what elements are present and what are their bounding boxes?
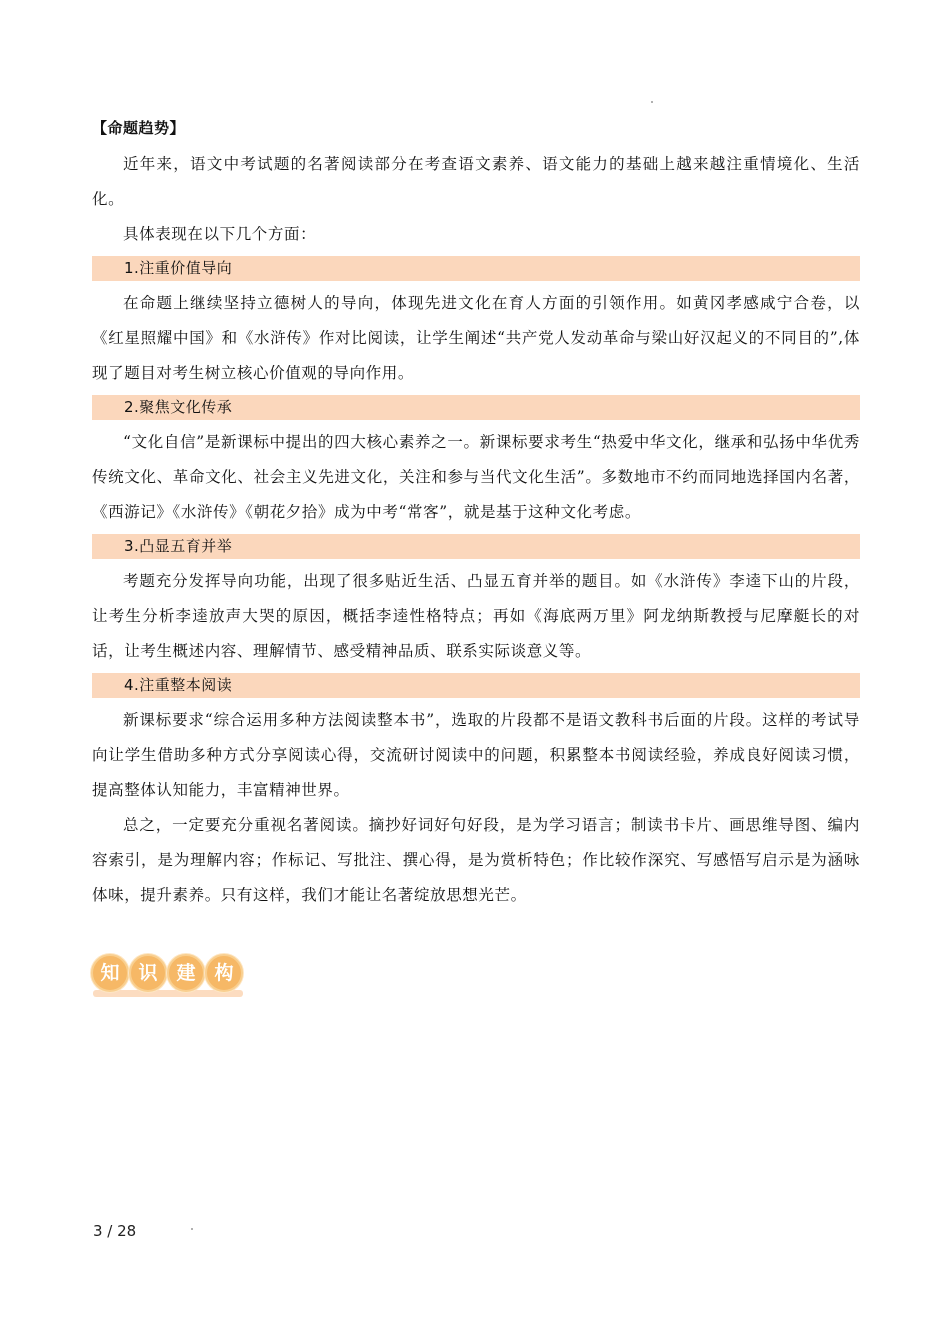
section-paragraph: “文化自信”是新课标中提出的四大核心素养之一。新课标要求考生“热爱中华文化，继承和弘扬中华优秀传统文化、革命文化、社会主义先进文化，关注和参与当代文化生活”。多数地市不约而同地选择国内名著，《西游记》《水浒传》《朝花夕拾》成为中考“常客”，就是基于这种文化考虑。 <box>92 433 860 521</box>
section-paragraph: 在命题上继续坚持立德树人的导向，体现先进文化在育人方面的引领作用。如黄冈孝感咸宁合卷，以《红星照耀中国》和《水浒传》作对比阅读，让学生阐述“共产党人发动革命与梁山好汉起义的不同目的”,体现了题目对考生树立核心价值观的导向作用。 <box>92 294 860 382</box>
section-title-bar: 1.注重价值导向 <box>92 256 860 281</box>
page-number: 3 / 28 <box>93 1222 137 1240</box>
section-title-bar: 2.聚焦文化传承 <box>92 395 860 420</box>
scan-dot <box>191 1228 193 1230</box>
section-paragraph: 新课标要求“综合运用多种方法阅读整本书”，选取的片段都不是语文教科书后面的片段。这样的考试导向让学生借助多种方式分享阅读心得，交流研讨阅读中的问题，积累整本书阅读经验，养成良好阅读习惯，提高整体认知能力，丰富精神世界。 <box>92 711 860 799</box>
scan-dot <box>651 101 653 103</box>
section-heading: 【命题趋势】 <box>92 119 186 137</box>
badge-char: 知 <box>91 954 129 992</box>
intro-paragraph: 具体表现在以下几个方面： <box>123 225 317 243</box>
document-body <box>92 117 860 913</box>
badge-char: 建 <box>167 954 205 992</box>
section-title-bar: 4.注重整本阅读 <box>92 673 860 698</box>
knowledge-structure-badge <box>91 950 251 1000</box>
section-title-bar: 3.凸显五育并举 <box>92 534 860 559</box>
intro-paragraph: 近年来，语文中考试题的名著阅读部分在考查语文素养、语文能力的基础上越来越注重情境化、生活化。 <box>92 155 860 208</box>
badge-char: 识 <box>129 954 167 992</box>
badge-char: 构 <box>205 954 243 992</box>
conclusion-paragraph: 总之，一定要充分重视名著阅读。摘抄好词好句好段，是为学习语言；制读书卡片、画思维导图、编内容索引，是为理解内容；作标记、写批注、撰心得，是为赏析特色；作比较作深究、写感悟写启示是为涵咏体味，提升素养。只有这样，我们才能让名著绽放思想光芒。 <box>92 816 860 904</box>
section-paragraph: 考题充分发挥导向功能，出现了很多贴近生活、凸显五育并举的题目。如《水浒传》李逵下山的片段，让考生分析李逵放声大哭的原因，概括李逵性格特点；再如《海底两万里》阿龙纳斯教授与尼摩艇长的对话，让考生概述内容、理解情节、感受精神品质、联系实际谈意义等。 <box>92 572 860 660</box>
